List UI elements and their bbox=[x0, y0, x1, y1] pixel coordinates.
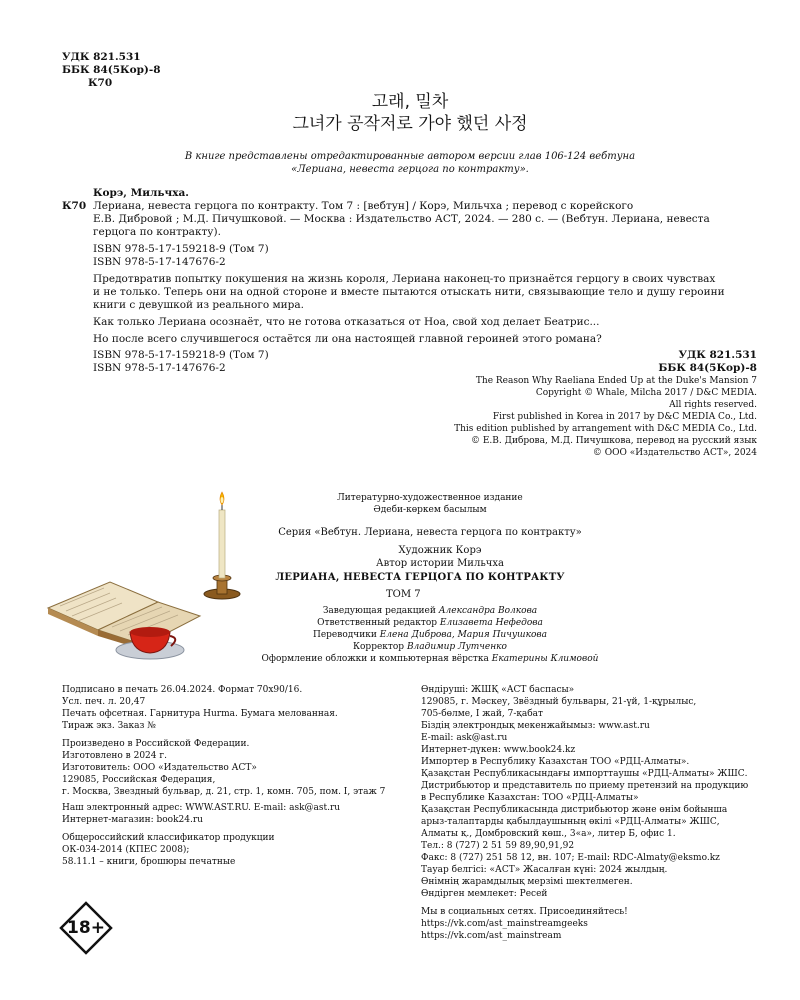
bbk-code: ББК 84(5Кор)-8 bbox=[62, 64, 161, 76]
age-rating-badge bbox=[58, 900, 114, 956]
copyright-block: The Reason Why Raeliana Ended Up at the Duke's Mansion 7 Copyright © Whale, Milcha 2017 / D&C MEDIA. All rights reserved. First published in Korea in 2017 by D&C MEDIA Co., Ltd. This edition published by arrangement with D&C MEDIA Co., Ltd. © Е.В. Диброва, М.Д. Пичушкова, перевод на русский язык © ООО «Издательство АСТ», 2024 bbox=[454, 376, 757, 458]
header-codes bbox=[62, 51, 161, 90]
right-codes: УДК 821.531 ББК 84(5Кор)-8 bbox=[658, 349, 757, 374]
imprint-series: Серия «Вебтун. Лериана, невеста герцога по контракту» bbox=[278, 527, 582, 538]
catalog-author-mark: К70 bbox=[62, 200, 87, 212]
korean-author: 고래, 밀차 bbox=[371, 92, 449, 112]
open-book bbox=[48, 582, 200, 650]
imprint-staff: Заведующая редакцией Александра Волкова Ответственный редактор Елизавета Нефедова Переводчики Елена Диброва, Мария Пичушкова Корректор Владимир Лутченко Оформление обложки и компьютерная вёрстка Екатерины Климовой bbox=[261, 606, 599, 664]
catalog-author-heading: Корэ, Мильчха. bbox=[93, 187, 189, 199]
imprint-title: ЛЕРИАНА, НЕВЕСТА ГЕРЦОГА ПО КОНТРАКТУ bbox=[275, 572, 565, 583]
imprint-genre: Литературно-художественное издание Әдеби-көркем басылым bbox=[337, 493, 523, 515]
isbn-block: ISBN 978-5-17-159218-9 (Том 7) ISBN 978-5-17-147676-2 bbox=[93, 349, 269, 374]
udk-code: УДК 821.531 bbox=[62, 51, 141, 63]
author-mark: К70 bbox=[88, 77, 113, 89]
imprint-credits: Художник Корэ Автор истории Мильчха bbox=[376, 545, 504, 569]
imprint-volume: ТОМ 7 bbox=[386, 589, 421, 600]
age-rating-text: 18+ bbox=[67, 918, 105, 938]
footer-left: Подписано в печать 26.04.2024. Формат 70x90/16. Усл. печ. л. 20,47 Печать офсетная. Гарнитура Hurma. Бумага мелованная. Тираж экз. Заказ № Произведено в Российской Федерации. Изготовлено в 2024 г. Изготовитель: ООО «Издательство АСТ» 129085, Российская Федерация, г. Москва, Звездный бульвар, д. 21, стр. 1, комн. 705, пом. I, этаж 7 Наш электронный адрес: WWW.AST.RU. E-mail: ask@ast.ru Интернет-магазин: book24.ru Общероссийский классификатор продукции ОК-034-2014 (КПЕС 2008); 58.11.1 – книги, брошюры печатные bbox=[62, 685, 386, 867]
catalog-description: Лериана, невеста герцога по контракту. Том 7 : [вебтун] / Корэ, Мильчха ; перевод с корейского Е.В. Дибровой ; М.Д. Пичушковой. — Москва : Издательство АСТ, 2024. — 280 с. — (Вебтун. Лериана, невеста герцога по контракту). ISBN 978-5-17-159218-9 (Том 7) ISBN 978-5-17-147676-2 Предотвратив попытку покушения на жизнь короля, Лериана наконец-то признаётся герцогу в своих чувствах и не только. Теперь они на одной стороне и вместе пытаются отыскать нити, связывающие тело и душу героини книги с девушкой из реального мира. Как только Лериана осознаёт, что не готова отказаться от Ноа, свой ход делает Беатрис... Но после всего случившегося остаётся ли она настоящей главной героиней этого романа? bbox=[93, 200, 725, 345]
footer-right: Өндіруші: ЖШҚ «АСТ баспасы» 129085, г. Мәскеу, Звёздный бульвары, 21-үй, 1-құрылыс, 705-бөлме, I жай, 7-қабат Біздің электрондық мекенжайымыз: www.ast.ru E-mail: ask@ast.ru Интернет-дүкен: www.book24.kz Импортер в Республику Казахстан ТОО «РДЦ-Алматы». Қазақстан Республикасындағы импорттаушы «РДЦ-Алматы» ЖШС. Дистрибьютор и представитель по приему претензий на продукцию в Республике Казахстан: ТОО «РДЦ-Алматы» Қазақстан Республикасында дистрибьютор және өнім бойынша арыз-талаптарды қабылдаушының өкілі «РДЦ-Алматы» ЖШС, Алматы қ., Домбровский көш., 3«а», литер Б, офис 1. Тел.: 8 (727) 2 51 59 89,90,91,92 Факс: 8 (727) 251 58 12, вн. 107; E-mail: RDC-Almaty@eksmo.kz Тауар белгісі: «АСТ» Жасалған күні: 2024 жылдың. Өнімнің жарамдылық мерзімі шектелмеген. Өндірген мемлекет: Ресей Мы в социальных сетях. Присоединяйтесь! https://vk.com/ast_mainstreamgeeks https://vk.com/ast_mainstream bbox=[421, 685, 749, 941]
intro-note: В книге представлены отредактированные автором версии глав 106-124 вебтуна «Лериана, невеста герцога по контракту». bbox=[184, 151, 636, 175]
korean-book-title: 그녀가 공작저로 가야 했던 사정 bbox=[292, 114, 528, 134]
korean-title bbox=[200, 91, 620, 135]
